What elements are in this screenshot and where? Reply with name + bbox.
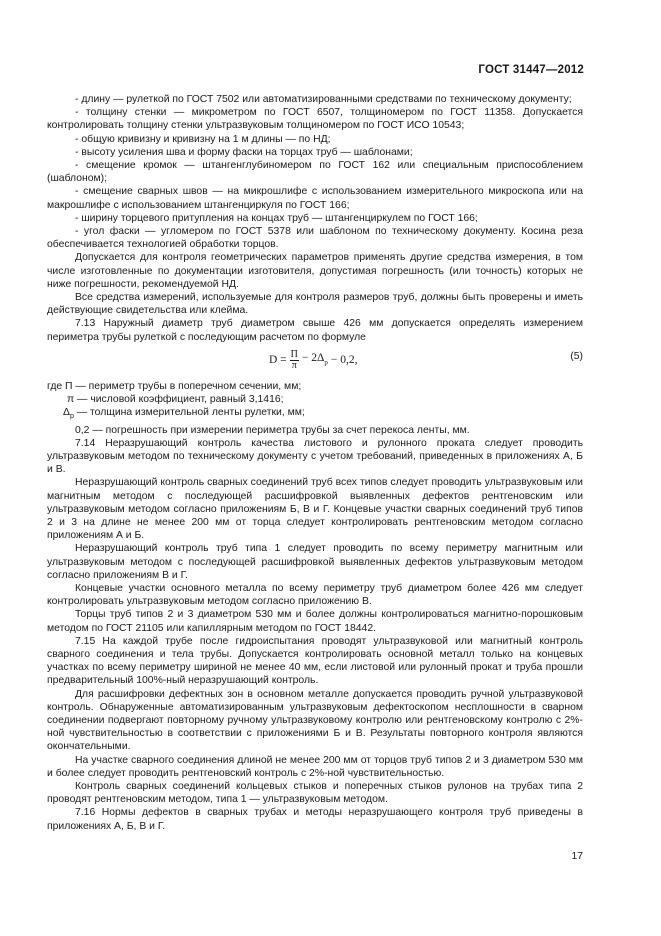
paragraph-pipe-ends: Торцы труб типов 2 и 3 диаметром 530 мм и более должны контролироваться магнитно-порошковым методом по ГОСТ 21105 или капиллярным методом по ГОСТ 18442. (47, 609, 583, 634)
paragraph-7-14: 7.14 Неразрушающий контроль качества листового и рулонного проката следует проводить ультразвуковым методом по техническому документу с учетом требований, приведенных в приложениях А, Б и В. (47, 437, 583, 476)
formula-lhs: D = (269, 353, 287, 366)
paragraph-type1-ndt: Неразрушающий контроль труб типа 1 следует проводить по всему периметру магнитным или ультразвуковым методом с последующей расшифровкой выявленных дефектов ультразвуковым методом согласно приложениям В и Г. (47, 543, 583, 581)
paragraph-end-bluntness: - ширину торцевого притупления на концах труб — штангенциркулем по ГОСТ 166; (75, 212, 478, 224)
legend-perimeter: где П — периметр трубы в поперечном сечении, мм; (47, 380, 302, 392)
paragraph-wall-thickness: - толщину стенки — микрометром по ГОСТ 6507, толщиномером по ГОСТ 11358. Допускается контролировать толщину стенки ультразвуковым толщиномером по ГОСТ ИСО 10543; (47, 107, 583, 132)
formula-middle: − $2\Delta_р$ (301, 351, 328, 366)
formula-expression (269, 350, 358, 371)
document-body (47, 93, 583, 833)
legend-pi: π — числовой коэффициент, равный 3,1416; (67, 394, 284, 406)
formula-tail: − 0,2, (330, 353, 358, 366)
document-standard-header: ГОСТ 31447—2012 (478, 64, 584, 76)
formula-fraction (290, 350, 299, 371)
paragraph-curvature: - общую кривизну и кривизну на 1 м длины — по НД; (75, 133, 331, 145)
formula-fraction-numerator: П (290, 348, 298, 360)
formula-number: (5) (570, 350, 583, 362)
paragraph-weld-ndt: Неразрушающий контроль сварных соединений труб всех типов следует проводить ультразвуковым или магнитным методом с последующей расшифровкой выявленных дефектов рентгеновским или ультразвуковым методом согласно приложениям Б, В и Г. Концевые участки сварных соединений труб типов 2 и 3 на длине не менее 200 мм от торца следует контролировать рентгеновским методом согласно приложениям А и Б. (47, 477, 583, 542)
paragraph-verified-instruments: Все средства измерений, используемые для контроля размеров труб, должны быть проверены и иметь действующие свидетельства или клейма. (47, 292, 583, 317)
paragraph-7-15: 7.15 На каждой трубе после гидроиспытания проводят ультразвуковой или магнитный контроль сварного соединения и тела трубы. Допускается контролировать основной металл только на концевых участках по всему периметру шириной не менее 40 мм, если листовой или рулонный прокат и труба прошли предварительный 100%-ный неразрушающий контроль. (47, 635, 583, 687)
paragraph-7-16: 7.16 Нормы дефектов в сварных трубах и методы неразрушающего контроля труб приведены в приложениях А, Б, В и Г. (47, 807, 583, 832)
paragraph-end-sections: Концевые участки основного металла по всему периметру труб диаметром более 426 мм следует контролировать ультразвуковым методом согласно приложению В. (47, 582, 583, 608)
paragraph-ring-joints: Контроль сварных соединений кольцевых стыков и поперечных стыков рулонов на трубах типа 2 проводят рентгеновским методом, типа 1 — ультразвуковым методом. (47, 781, 583, 806)
legend-error: 0,2 — погрешность при измерении периметра трубы за счет перекоса ленты, мм. (75, 424, 470, 436)
paragraph-length: - длину — рулеткой по ГОСТ 7502 или автоматизированными средствами по техническому документу; (75, 94, 572, 105)
paragraph-weld-height: - высоту усиления шва и форму фаски на торцах труб — шаблонами; (75, 146, 413, 158)
paragraph-other-instruments: Допускается для контроля геометрических параметров применять другие средства измерения, в том числе изготовленные по документации изготовителя, допустимая погрешность (или точность) которых не ниже погрешности, рекомендуемой НД. (47, 252, 583, 290)
paragraph-7-13: 7.13 Наружный диаметр труб диаметром свыше 426 мм допускается определять измерением периметра трубы рулеткой с последующим расчетом по формуле (47, 318, 583, 343)
paragraph-xray-ends: На участке сварного соединения длиной не менее 200 мм от торцов труб типов 2 и 3 диаметром 530 мм и более следует проводить рентгеновский контроль с 2%-ной чувствительностью. (47, 754, 583, 779)
formula-5 (47, 348, 583, 376)
formula-legend (47, 380, 583, 437)
page-number: 17 (571, 851, 583, 862)
paragraph-weld-offset: - смещение сварных швов — на микрошлифе с использованием измерительного микроскопа или на макрошлифе с использованием штангенциркуля по ГОСТ 166; (47, 186, 583, 211)
legend-tape-thickness: $\Delta_р$ — толщина измерительной ленты рулетки, мм; (63, 407, 305, 421)
paragraph-bevel-angle: - угол фаски — угломером по ГОСТ 5378 или шаблоном по техническому документу. Косина реза обеспечивается технологией обработки торцов. (47, 226, 583, 251)
paragraph-edge-offset: - смещение кромок — штангенглубиномером по ГОСТ 162 или специальным приспособлением (шаблоном); (47, 160, 583, 185)
paragraph-manual-ultrasonic: Для расшифровки дефектных зон в основном металле допускается проводить ручной ультразвуковой контроль. Обнаруженные автоматизированным ультразвуковым дефектоскопом несплошности в сварном соединении подвергают повторному ручному ультразвуковому контролю или рентгеновскому контролю с 2%-ной чувствительностью в соответствии с приложениями Б и В. Результаты повторного контроля являются окончательными. (47, 688, 583, 753)
formula-fraction-denominator: π (291, 359, 297, 371)
